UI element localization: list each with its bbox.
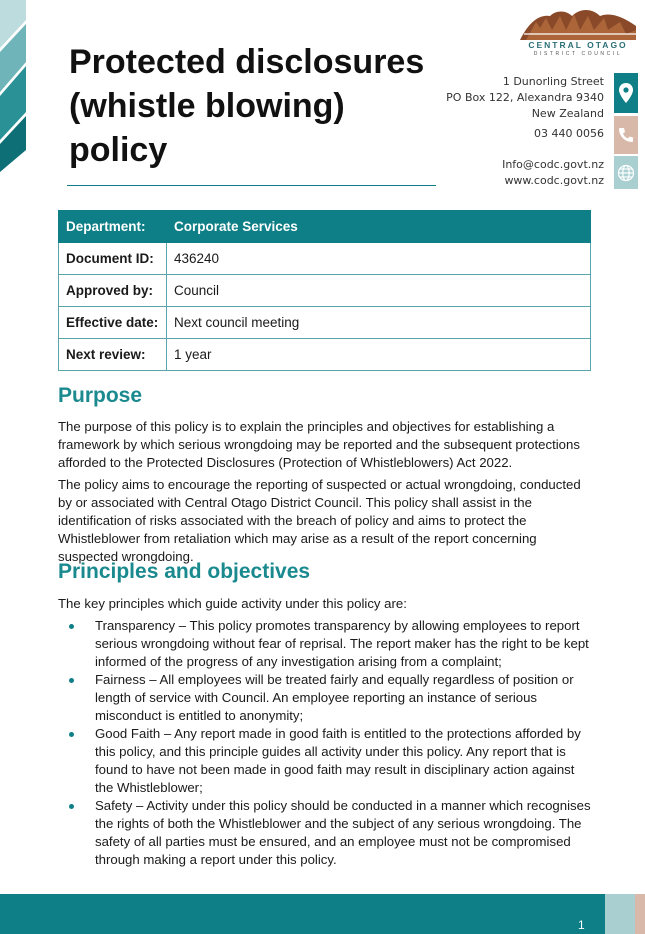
- address-line: New Zealand: [531, 107, 604, 120]
- email-link[interactable]: Info@codc.govt.nz: [502, 158, 604, 171]
- table-label: Next review:: [59, 339, 167, 371]
- phone-number: 03 440 0056: [534, 127, 604, 140]
- phone-icon: [614, 116, 638, 154]
- logo-name: CENTRAL OTAGO: [528, 40, 628, 50]
- table-label: Department:: [59, 211, 167, 243]
- list-item-text: Safety – Activity under this policy should be conducted in a manner which recognises the rights of both the Whistleblower and the subject of any serious wrongdoing. The safety of all parties must be ensured, and an employee must not be compromised through making a report under this policy.: [95, 798, 591, 867]
- address-line: 1 Dunorling Street: [502, 75, 604, 88]
- principles-heading: Principles and objectives: [58, 560, 311, 583]
- table-label: Approved by:: [59, 275, 167, 307]
- table-row: [59, 211, 591, 243]
- address-block: [446, 74, 604, 122]
- list-item-text: Good Faith – Any report made in good faith is entitled to the protections afforded by this policy, and this principle guides all activity under this policy. Any report that is found to have not been made in good faith may result in disciplinary action against the Whistleblower;: [95, 726, 581, 795]
- table-label: Effective date:: [59, 307, 167, 339]
- purpose-paragraph: The policy aims to encourage the reporting of suspected or actual wrongdoing, conducted by or associated with Central Otago District Council. This policy shall assist in the identification of risks associated with the breach of policy and aims to protect the Whistleblower from retaliation which may arise as a result of the report concerning suspected wrongdoing.: [58, 477, 581, 564]
- list-item: [58, 617, 592, 671]
- bullet-icon: [69, 804, 74, 809]
- web-contact: [502, 157, 604, 189]
- list-item-text: Transparency – This policy promotes transparency by allowing employees to report serious wrongdoing without fear of reprisal. The report maker has the right to be kept informed of the progress of any investigation arising from a complaint;: [95, 618, 589, 669]
- website-link[interactable]: www.codc.govt.nz: [504, 174, 604, 187]
- title-line: policy: [69, 131, 168, 169]
- logo-subtitle: DISTRICT COUNCIL: [533, 51, 623, 57]
- purpose-heading: Purpose: [58, 384, 143, 407]
- principles-list: [58, 617, 592, 869]
- bullet-icon: [69, 624, 74, 629]
- globe-icon: [614, 156, 638, 189]
- list-item: [58, 725, 592, 797]
- list-item-text: Fairness – All employees will be treated fairly and equally regardless of position or length of service with Council. An employee reporting an instance of serious misconduct is entitled to anonymity;: [95, 672, 574, 723]
- bullet-icon: [69, 678, 74, 683]
- decorative-stripes: [0, 0, 26, 175]
- page-number: 1: [578, 918, 585, 932]
- title-line: (whistle blowing): [69, 87, 345, 125]
- bullet-icon: [69, 732, 74, 737]
- purpose-paragraph: The purpose of this policy is to explain the principles and objectives for establishing a framework by which serious wrongdoing may be reported and the subsequent protections afforded to the Protected Disclosures (Protection of Whistleblowers) Act 2022.: [58, 419, 580, 470]
- principles-intro: The key principles which guide activity under this policy are:: [58, 596, 407, 611]
- page-title: [69, 40, 449, 172]
- address-line: PO Box 122, Alexandra 9340: [446, 91, 604, 104]
- footer-accent: [605, 894, 635, 934]
- table-value: 1 year: [167, 339, 591, 371]
- table-row: [59, 275, 591, 307]
- title-divider: [67, 185, 436, 186]
- table-row: [59, 243, 591, 275]
- table-value: Next council meeting: [167, 307, 591, 339]
- footer-accent: [635, 894, 645, 934]
- footer-bar: [0, 894, 605, 934]
- list-item: [58, 797, 592, 869]
- table-value: 436240: [167, 243, 591, 275]
- list-item: [58, 671, 592, 725]
- location-pin-icon: [614, 73, 638, 113]
- table-label: Document ID:: [59, 243, 167, 275]
- table-row: [59, 307, 591, 339]
- table-row: [59, 339, 591, 371]
- table-value: Corporate Services: [167, 211, 591, 243]
- document-info-table: [58, 210, 591, 371]
- title-line: Protected disclosures: [69, 43, 425, 81]
- table-value: Council: [167, 275, 591, 307]
